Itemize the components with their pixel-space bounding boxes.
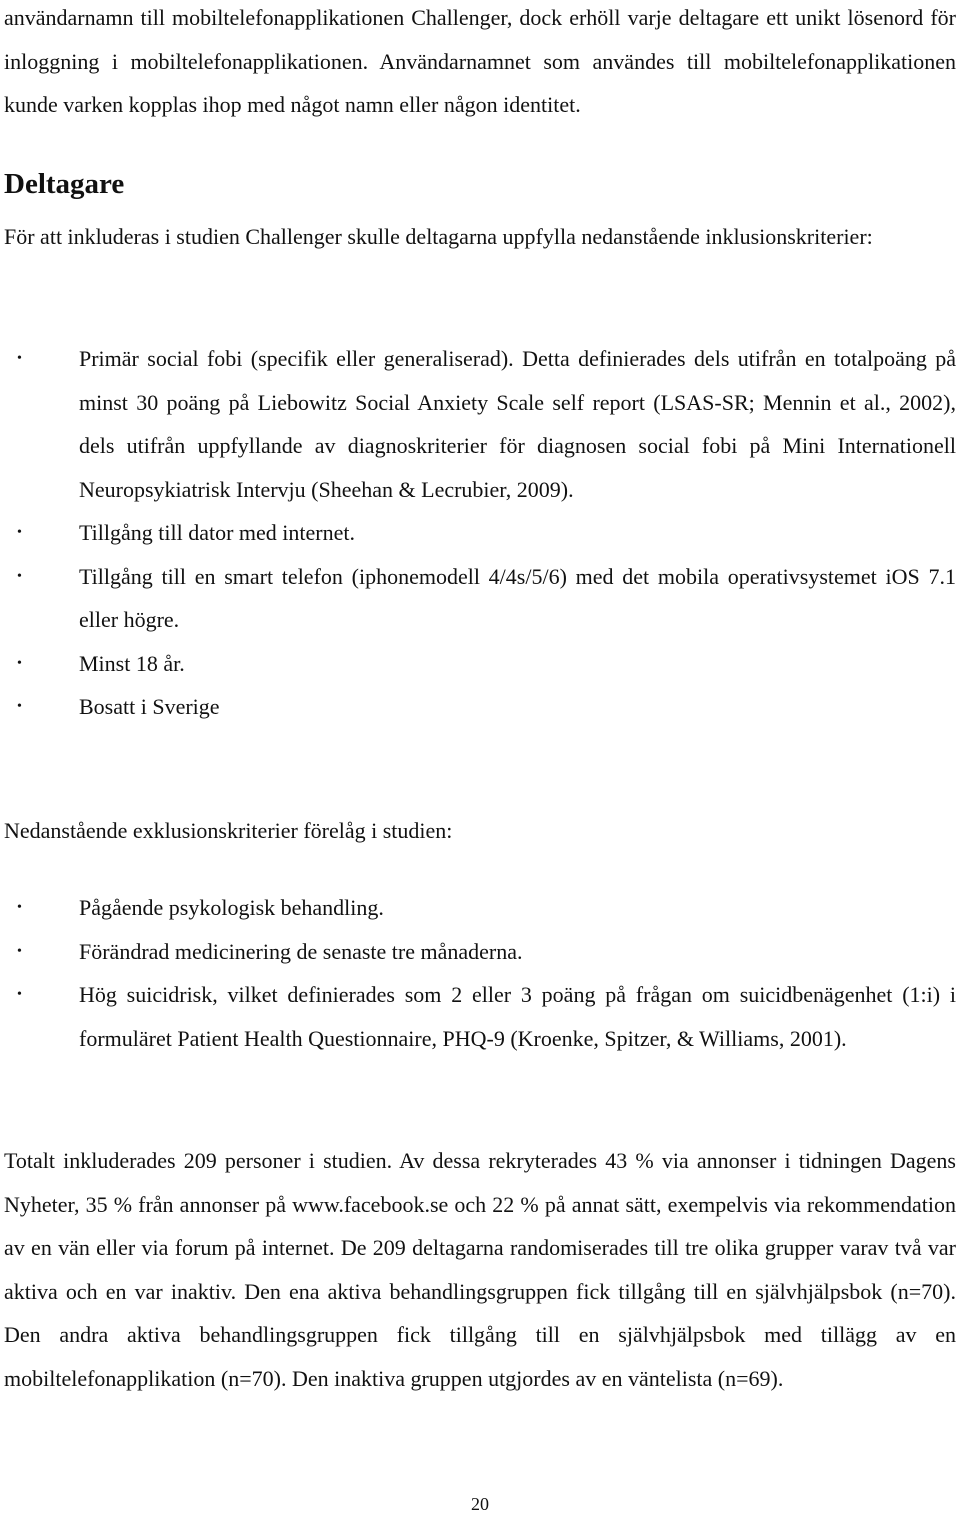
bullet-icon: •: [17, 900, 22, 915]
exclusion-intro-paragraph: Nedanstående exklusionskriterier förelåg i studien:: [4, 818, 453, 843]
bullet-icon: •: [17, 568, 22, 584]
list-item: [4, 886, 956, 930]
list-item: [4, 685, 956, 729]
list-item-text: Minst 18 år.: [79, 650, 185, 676]
exclusion-criteria-list: [4, 886, 956, 1060]
summary-paragraph: Totalt inkluderades 209 personer i studien. Av dessa rekryterades 43 % via annonser i tidningen Dagens Nyheter, 35 % från annonser på www.facebook.se och 22 % på annat sätt, exempelvis via rekommendation av en vän eller via forum på internet. De 209 deltagarna randomiserades till tre olika grupper varav två var aktiva och en var inaktiv. Den ena aktiva behandlingsgruppen fick tillgång till en självhjälpsbok (n=70). Den andra aktiva behandlingsgruppen fick tillgång till en självhjälpsbok med tillägg av en mobiltelefonapplikation (n=70). Den inaktiva gruppen utgjordes av en väntelista (n=69).: [4, 1148, 956, 1391]
intro-paragraph: användarnamn till mobiltelefonapplikationen Challenger, dock erhöll varje deltagare ett unikt lösenord för inloggning i mobiltelefonapplikationen. Användarnamnet som användes till mobiltelefonapplikationen kunde varken kopplas ihop med något namn eller någon identitet.: [4, 5, 956, 117]
list-item-text: Förändrad medicinering de senaste tre månaderna.: [79, 938, 523, 964]
list-item: [4, 555, 956, 642]
list-item-text: Tillgång till dator med internet.: [79, 520, 355, 545]
list-item: [4, 930, 956, 974]
section-heading: Deltagare: [4, 168, 125, 200]
inclusion-criteria-list: [4, 337, 956, 729]
list-item: [4, 642, 956, 686]
bullet-icon: •: [17, 351, 22, 366]
list-item-text: Hög suicidrisk, vilket definierades som 2 eller 3 poäng på frågan om suicidbenägenhet (1:i) i formuläret Patient Health Questionnaire, PHQ-9 (Kroenke, Spitzer, & Williams, 2001).: [79, 982, 956, 1051]
inclusion-intro-paragraph: För att inkluderas i studien Challenger skulle deltagarna uppfylla nedanstående inklusionskriterier:: [4, 224, 873, 249]
bullet-icon: •: [17, 525, 22, 540]
bullet-icon: •: [17, 987, 22, 1002]
page-number: 20: [471, 1494, 489, 1514]
list-item: [4, 337, 956, 511]
list-item-text: Primär social fobi (specifik eller generaliserad). Detta definierades dels utifrån en totalpoäng på minst 30 poäng på Liebowitz Social Anxiety Scale self report (LSAS-SR; Mennin et al., 2002), dels utifrån uppfyllande av diagnoskriterier för diagnosen social fobi på Mini Internationell Neuropsykiatrisk Intervju (Sheehan & Lecrubier, 2009).: [79, 346, 956, 502]
bullet-icon: •: [17, 943, 22, 959]
list-item: [4, 973, 956, 1060]
bullet-icon: •: [17, 699, 22, 714]
list-item: [4, 511, 956, 555]
list-item-text: Tillgång till en smart telefon (iphonemodell 4/4s/5/6) med det mobila operativsystemet iOS 7.1 eller högre.: [79, 563, 956, 632]
list-item-text: Pågående psykologisk behandling.: [79, 895, 384, 920]
list-item-text: Bosatt i Sverige: [79, 694, 220, 719]
bullet-icon: •: [17, 655, 22, 671]
